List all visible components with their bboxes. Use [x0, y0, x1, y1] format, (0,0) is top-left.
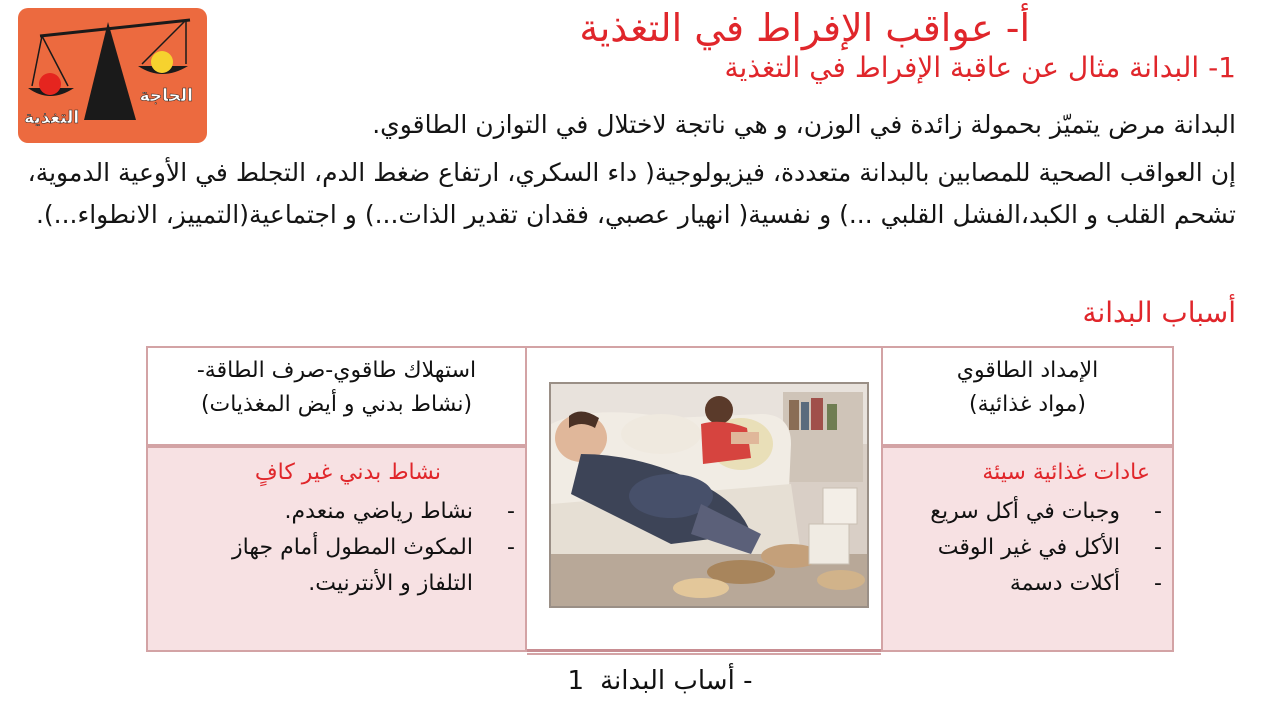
bad-eating-habits-title: عادات غذائية سيئة: [982, 460, 1150, 485]
list-item: [148, 530, 525, 602]
bullet-dash: -: [1154, 499, 1162, 524]
definition-paragraph: البدانة مرض يتميّز بحمولة زائدة في الوزن، و هي ناتجة لاختلال في التوازن الطاقوي.: [372, 110, 1236, 139]
photo-cell: [527, 346, 881, 652]
bullet-dash: -: [507, 499, 515, 524]
consequences-paragraph: إن العواقب الصحية للمصابين بالبدانة متعددة، فيزيولوجية( داء السكري، ارتفاع ضغط الدم، التجلط في الأوعية الدموية، تشحم القلب و الكبد،الفشل القلبي ...) و نفسية( انهيار عصبي، فقدان تقدير الذات...) و اجتماعية(التمييز، الانطواء...).: [27, 158, 1236, 229]
energy-expenditure-header: [146, 346, 527, 446]
list-item-text: نشاط رياضي منعدم.: [284, 499, 473, 524]
bullet-dash: -: [1154, 535, 1162, 560]
list-item-text: المكوث المطول أمام جهاز التلفاز و الأنترنيت.: [232, 535, 473, 596]
bullet-dash: -: [1154, 571, 1162, 596]
obese-family-photo: [549, 382, 869, 608]
caption-number: 1: [567, 666, 585, 696]
energy-expenditure-subtitle: (نشاط بدني و أيض المغذيات): [200, 392, 473, 417]
section-subtitle: 1- البدانة مثال عن عاقبة الإفراط في التغذية: [724, 51, 1236, 84]
caption-text: - أساب البدانة: [600, 666, 753, 696]
insufficient-activity-title: نشاط بدني غير كافٍ: [254, 460, 441, 485]
list-item-text: وجبات في أكل سريع: [930, 499, 1120, 524]
figure-caption: [540, 658, 780, 704]
main-title: أ- عواقب الإفراط في التغذية: [579, 6, 1030, 50]
list-item: [148, 494, 525, 530]
bad-eating-habits-list: [883, 494, 1172, 602]
bullet-dash: -: [507, 535, 515, 560]
energy-expenditure-title: استهلاك طاقوي-صرف الطاقة-: [196, 358, 477, 383]
list-item: [883, 494, 1172, 530]
insufficient-activity-cell: [146, 446, 527, 652]
logo-label-right: الحاجة: [139, 86, 193, 106]
energy-intake-subtitle: (مواد غذائية): [969, 392, 1086, 417]
energy-intake-title: الإمداد الطاقوي: [956, 358, 1099, 383]
causes-heading: أسباب البدانة: [1082, 296, 1236, 329]
insufficient-activity-list: [148, 494, 525, 602]
list-item: [883, 530, 1172, 566]
energy-intake-header: [881, 346, 1174, 446]
list-item-text: الأكل في غير الوقت: [937, 535, 1120, 560]
list-item-text: أكلات دسمة: [1009, 571, 1120, 596]
bad-eating-habits-cell: [881, 446, 1174, 652]
list-item: [883, 566, 1172, 602]
logo-label-left: التغذية: [24, 108, 80, 128]
